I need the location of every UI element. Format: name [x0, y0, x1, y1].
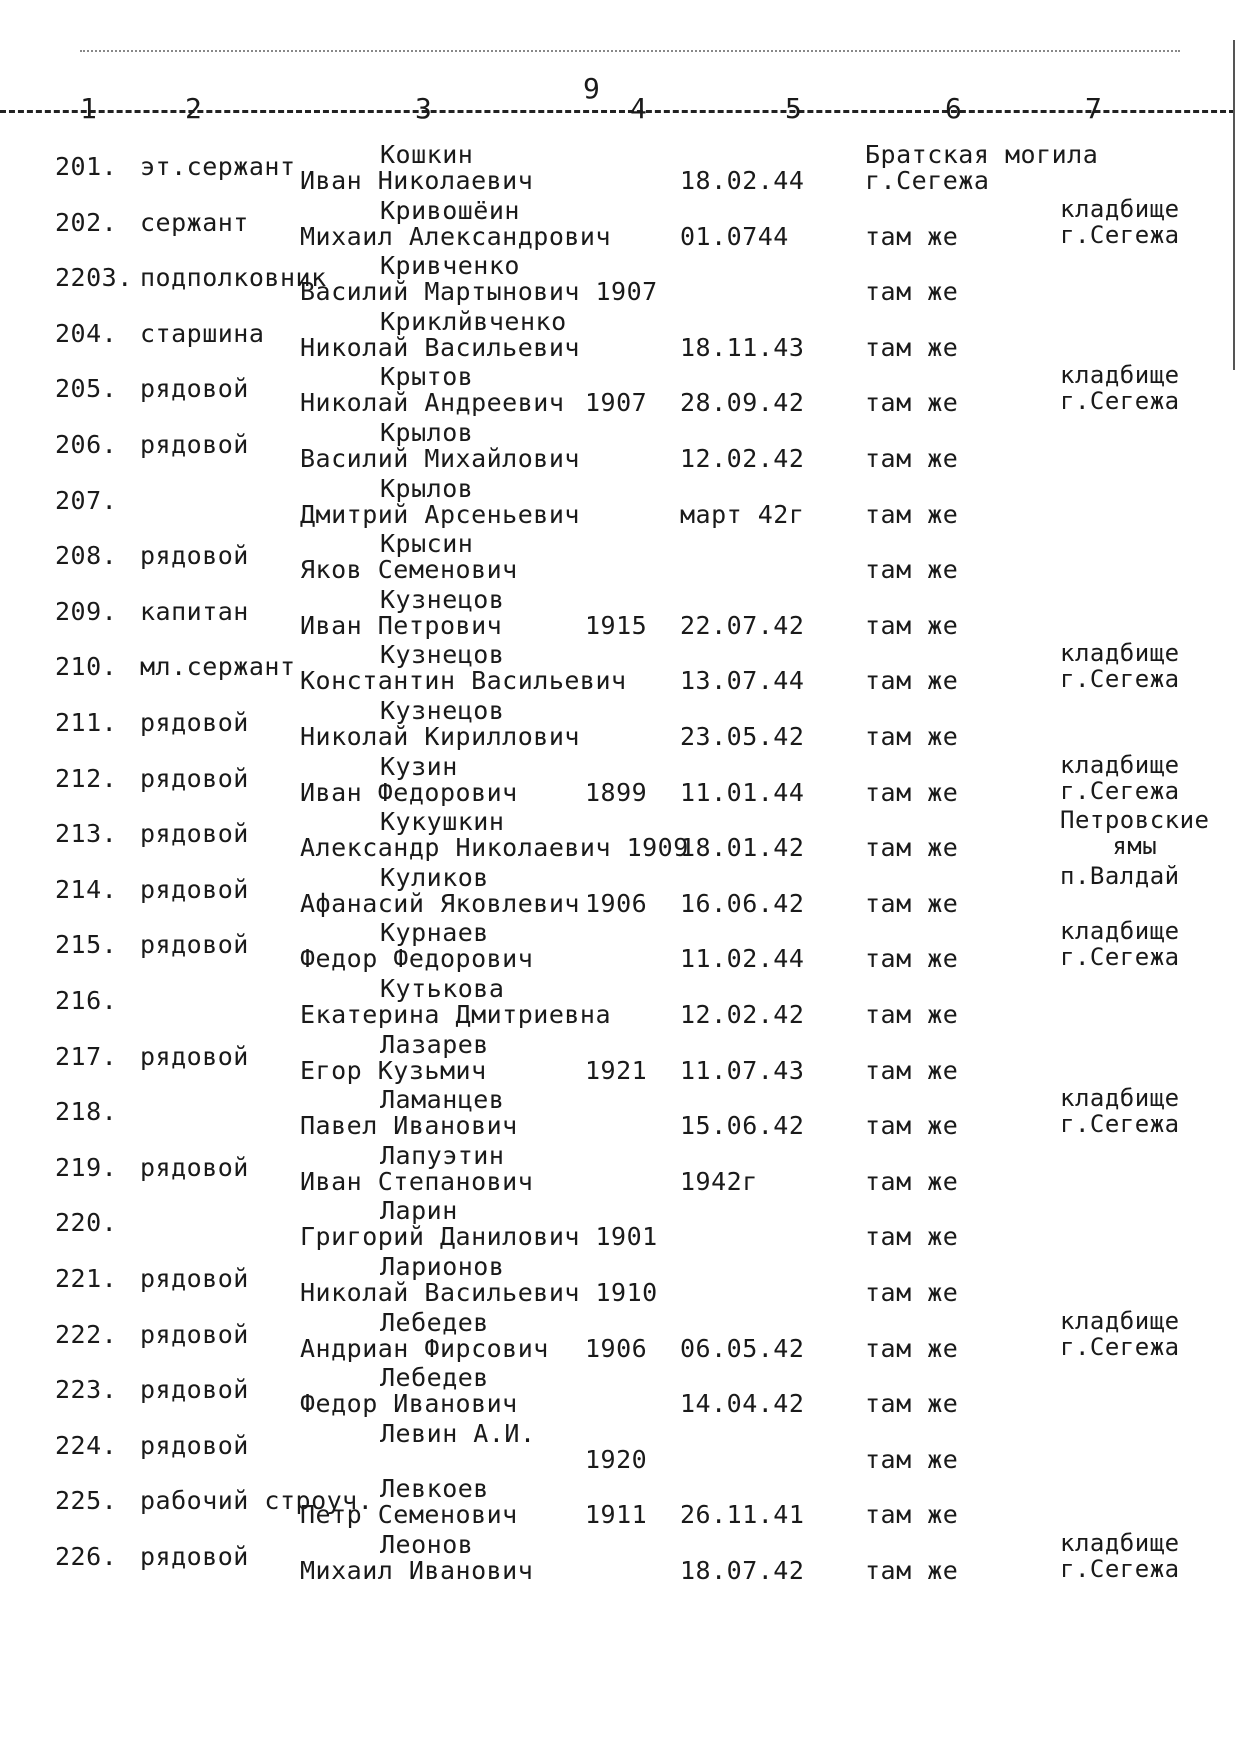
given-name: Павел Иванович	[300, 1111, 518, 1141]
rank: рядовой	[140, 1264, 249, 1293]
note-line2: г.Сегежа	[1060, 1332, 1180, 1361]
record-row	[0, 1308, 1240, 1368]
surname: Лазарев	[380, 1029, 489, 1059]
death-date: 14.04.42	[680, 1389, 805, 1419]
given-name: Василий Мартынович 1907	[300, 277, 658, 307]
rank: рядовой	[140, 1041, 249, 1071]
record-number: 226.	[55, 1542, 118, 1571]
death-date: 15.06.42	[680, 1111, 805, 1141]
note	[1060, 1530, 1180, 1582]
record-row	[0, 1030, 1240, 1090]
record-number: 214.	[55, 874, 118, 904]
given-name: Константин Васильевич	[300, 666, 627, 696]
surname: Кошкин	[380, 140, 474, 169]
rank: старшина	[140, 318, 265, 348]
surname: Куликов	[380, 862, 489, 892]
given-name: Петр Семенович	[300, 1500, 518, 1530]
birth-year: 1915	[585, 610, 648, 640]
death-date: 01.0744	[680, 221, 789, 251]
given-name: Федор Федорович	[300, 944, 534, 974]
death-date: 16.06.42	[680, 888, 805, 918]
record-number: 207.	[55, 485, 118, 515]
rank: рядовой	[140, 874, 249, 904]
surname: Кузнецов	[380, 696, 505, 725]
burial-place: там же	[865, 722, 959, 751]
record-number: 2203.	[55, 263, 133, 293]
death-date: 06.05.42	[680, 1333, 805, 1363]
burial-place-line1: Братская могила	[865, 140, 1099, 169]
column-number-3: 3	[415, 92, 432, 125]
record-number: 215.	[55, 930, 118, 960]
record-number: 208.	[55, 541, 118, 571]
record-number: 201.	[55, 152, 118, 181]
rank: рядовой	[140, 763, 249, 793]
given-name: Николай Васильевич 1910	[300, 1278, 658, 1307]
rank: рядовой	[140, 1375, 249, 1405]
given-name: Николай Андреевич	[300, 388, 565, 418]
death-date: 23.05.42	[680, 722, 805, 751]
record-number: 202.	[55, 207, 118, 237]
surname: Криклйвченко	[380, 306, 567, 336]
record-number: 217.	[55, 1041, 118, 1071]
given-name: Иван Николаевич	[300, 166, 534, 195]
note-line2: г.Сегежа	[1060, 220, 1180, 249]
death-date: 28.09.42	[680, 388, 805, 418]
birth-year: 1921	[585, 1055, 648, 1085]
note	[1060, 362, 1180, 414]
surname: Лебедев	[380, 1363, 489, 1393]
burial-place: там же	[865, 833, 959, 863]
given-name: Михаил Иванович	[300, 1556, 534, 1585]
record-row	[0, 474, 1240, 534]
surname: Кузнецов	[380, 640, 505, 670]
surname: Кузин	[380, 751, 458, 781]
record-row	[0, 196, 1240, 256]
note	[1060, 196, 1180, 248]
note	[1060, 863, 1180, 889]
note	[1060, 1085, 1180, 1137]
record-row	[0, 140, 1240, 200]
note-line2: г.Сегежа	[1060, 1110, 1180, 1139]
death-date: 11.02.44	[680, 944, 805, 974]
rank: рядовой	[140, 1542, 249, 1571]
record-row	[0, 1141, 1240, 1201]
record-row	[0, 1363, 1240, 1423]
record-row	[0, 640, 1240, 700]
note-line2: г.Сегежа	[1060, 943, 1180, 972]
record-row	[0, 696, 1240, 756]
record-row	[0, 1196, 1240, 1256]
note-line2: г.Сегежа	[1060, 776, 1180, 805]
note	[1060, 918, 1180, 970]
record-number: 224.	[55, 1430, 118, 1460]
record-number: 218.	[55, 1097, 118, 1127]
record-number: 206.	[55, 430, 118, 459]
surname: Крысин	[380, 529, 474, 559]
surname: Лапуэтин	[380, 1140, 505, 1170]
surname: Кутькова	[380, 974, 505, 1003]
column-number-7: 7	[1085, 92, 1102, 125]
burial-place: там же	[865, 1500, 959, 1530]
birth-year: 1911	[585, 1500, 648, 1530]
note	[1060, 752, 1180, 804]
note-line2: г.Сегежа	[1060, 1555, 1180, 1583]
surname: Кривошёин	[380, 195, 520, 225]
birth-year: 1907	[585, 388, 648, 418]
rank: рядовой	[140, 1430, 249, 1460]
note-line1: кладбище	[1060, 361, 1180, 390]
record-number: 209.	[55, 596, 118, 626]
burial-place: там же	[865, 1389, 959, 1419]
rank: рядовой	[140, 374, 249, 404]
record-number: 222.	[55, 1319, 118, 1349]
given-name: Николай Кириллович	[300, 722, 580, 751]
surname: Ламанцев	[380, 1085, 505, 1115]
column-number-1: 1	[80, 92, 97, 125]
birth-year: 1906	[585, 1333, 648, 1363]
record-row	[0, 1419, 1240, 1479]
burial-place: там же	[865, 499, 959, 529]
death-date: 11.01.44	[680, 777, 805, 807]
note-line2: ямы	[1112, 832, 1158, 861]
record-number: 219.	[55, 1152, 118, 1182]
column-number-6: 6	[945, 92, 962, 125]
note-line1: кладбище	[1060, 194, 1180, 223]
note	[1060, 640, 1180, 692]
burial-place: там же	[865, 777, 959, 807]
record-number: 220.	[55, 1208, 118, 1238]
note-line1: кладбище	[1060, 1306, 1180, 1335]
burial-place: там же	[865, 1111, 959, 1141]
given-name: Иван Федорович	[300, 777, 518, 807]
death-date: 26.11.41	[680, 1500, 805, 1530]
burial-place-line2: г.Сегежа	[865, 166, 990, 195]
note-line1: Петровские	[1060, 806, 1210, 835]
record-row	[0, 529, 1240, 589]
death-date: 11.07.43	[680, 1055, 805, 1085]
note-line1: кладбище	[1060, 750, 1180, 779]
death-date: 22.07.42	[680, 610, 805, 640]
column-number-4: 4	[630, 92, 647, 125]
surname: Курнаев	[380, 918, 489, 948]
burial-place: там же	[865, 888, 959, 918]
given-name: Екатерина Дмитриевна	[300, 1000, 612, 1029]
note	[1060, 1308, 1180, 1360]
record-number: 213.	[55, 819, 118, 849]
death-date: март 42г	[680, 499, 805, 529]
death-date: 18.01.42	[680, 833, 805, 863]
note-line1: кладбище	[1060, 1084, 1180, 1113]
surname: Левкоев	[380, 1474, 489, 1504]
burial-place: там же	[865, 1333, 959, 1363]
burial-place: там же	[865, 277, 959, 307]
rank: рядовой	[140, 1152, 249, 1182]
rank: сержант	[140, 207, 249, 237]
rank: капитан	[140, 596, 249, 626]
surname: Лебедев	[380, 1307, 489, 1337]
record-number: 212.	[55, 763, 118, 793]
burial-place: там же	[865, 1556, 959, 1585]
burial-place: там же	[865, 944, 959, 974]
record-number: 223.	[55, 1375, 118, 1405]
record-row	[0, 585, 1240, 645]
given-name: Иван Петрович	[300, 610, 503, 640]
given-name: Андриан Фирсович	[300, 1333, 549, 1363]
burial-place: там же	[865, 332, 959, 362]
surname: Крытов	[380, 362, 474, 392]
record-row	[0, 863, 1240, 923]
death-date: 1942г	[680, 1166, 758, 1196]
record-row	[0, 418, 1240, 478]
given-name: Иван Степанович	[300, 1166, 534, 1196]
record-row	[0, 918, 1240, 978]
given-name: Николай Васильевич	[300, 332, 580, 362]
rank: рядовой	[140, 541, 249, 571]
burial-place: там же	[865, 1166, 959, 1196]
record-number: 205.	[55, 374, 118, 404]
burial-place: там же	[865, 388, 959, 418]
burial-place: там же	[865, 1055, 959, 1085]
surname: Леонов	[380, 1530, 474, 1559]
surname: Крылов	[380, 473, 474, 503]
column-number-2: 2	[185, 92, 202, 125]
note-line1: кладбище	[1060, 639, 1180, 668]
surname: Кузнецов	[380, 584, 505, 614]
record-row	[0, 1530, 1240, 1590]
given-name: Григорий Данилович 1901	[300, 1222, 658, 1252]
note-line1: п.Валдай	[1060, 861, 1180, 890]
record-number: 204.	[55, 318, 118, 348]
column-number-5: 5	[785, 92, 802, 125]
record-number: 221.	[55, 1264, 118, 1293]
burial-place: там же	[865, 221, 959, 251]
death-date: 18.02.44	[680, 166, 805, 195]
death-date: 12.02.42	[680, 1000, 805, 1029]
birth-year: 1899	[585, 777, 648, 807]
rank: рабочий строуч.	[140, 1486, 374, 1516]
rank: эт.сержант	[140, 152, 296, 181]
burial-place: там же	[865, 1222, 959, 1252]
record-row	[0, 1252, 1240, 1312]
note-line2: г.Сегежа	[1060, 665, 1180, 694]
record-number: 210.	[55, 652, 118, 682]
record-number: 211.	[55, 708, 118, 737]
surname: Крылов	[380, 418, 474, 447]
note	[1060, 807, 1210, 859]
burial-place: там же	[865, 555, 959, 585]
note-line1: кладбище	[1060, 917, 1180, 946]
record-row	[0, 362, 1240, 422]
rank: мл.сержант	[140, 652, 296, 682]
death-date: 18.07.42	[680, 1556, 805, 1585]
surname: Ларин	[380, 1196, 458, 1226]
record-row	[0, 307, 1240, 367]
record-row	[0, 251, 1240, 311]
record-row	[0, 752, 1240, 812]
burial-place: там же	[865, 666, 959, 696]
given-name: Александр Николаевич 1909	[300, 833, 689, 863]
rank: рядовой	[140, 930, 249, 960]
rank: рядовой	[140, 1319, 249, 1349]
given-name: Егор Кузьмич	[300, 1055, 487, 1085]
surname: Кукушкин	[380, 807, 505, 837]
header-top-rule	[80, 50, 1180, 52]
given-name: Василий Михайлович	[300, 444, 580, 473]
given-name: Афанасий Яковлевич	[300, 888, 580, 918]
rank: рядовой	[140, 819, 249, 849]
column-number-9: 9	[583, 72, 600, 105]
given-name: Михаил Александрович	[300, 221, 612, 251]
burial-place: там же	[865, 1278, 959, 1307]
birth-year: 1906	[585, 888, 648, 918]
surname: Левин А.И.	[380, 1418, 536, 1448]
rank: подполковник	[140, 263, 327, 293]
surname: Ларионов	[380, 1252, 505, 1281]
birth-year: 1920	[585, 1444, 648, 1474]
record-number: 225.	[55, 1486, 118, 1516]
record-row	[0, 974, 1240, 1034]
death-date: 18.11.43	[680, 332, 805, 362]
burial-place: там же	[865, 610, 959, 640]
record-row	[0, 1085, 1240, 1145]
surname: Кривченко	[380, 251, 520, 281]
death-date: 12.02.42	[680, 444, 805, 473]
given-name: Яков Семенович	[300, 555, 518, 585]
death-date: 13.07.44	[680, 666, 805, 696]
note-line2: г.Сегежа	[1060, 387, 1180, 416]
record-row	[0, 807, 1240, 867]
given-name: Дмитрий Арсеньевич	[300, 499, 580, 529]
burial-place: там же	[865, 1000, 959, 1029]
record-row	[0, 1474, 1240, 1534]
record-number: 216.	[55, 986, 118, 1015]
rank: рядовой	[140, 708, 249, 737]
burial-place: там же	[865, 444, 959, 473]
rank: рядовой	[140, 430, 249, 459]
note-line1: кладбище	[1060, 1529, 1180, 1557]
given-name: Федор Иванович	[300, 1389, 518, 1419]
burial-place: там же	[865, 1444, 959, 1474]
